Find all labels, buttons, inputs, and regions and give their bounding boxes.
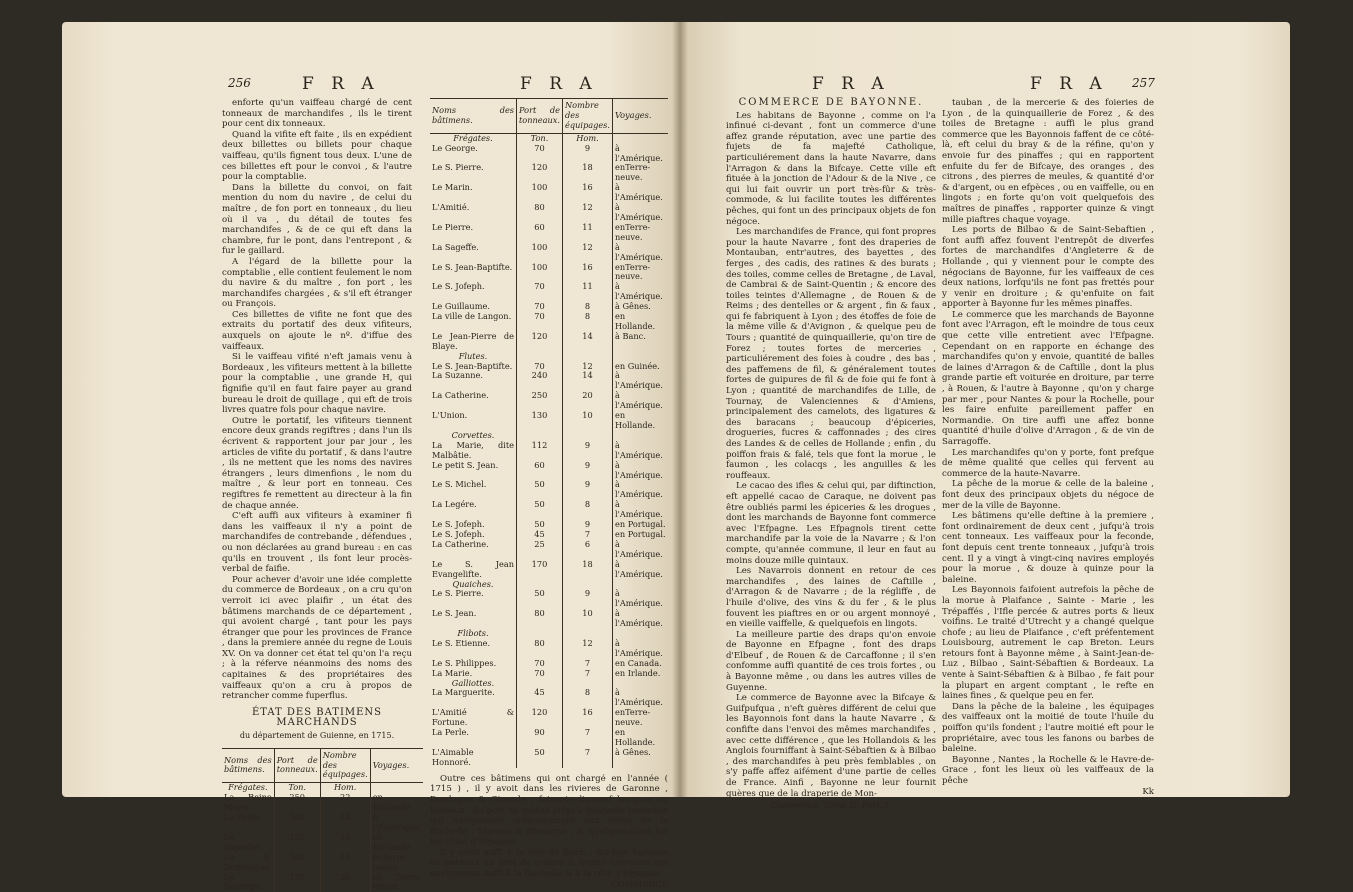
ships-table-small xyxy=(222,748,423,892)
running-head: F R A xyxy=(302,74,380,94)
voyage: en Irlande. xyxy=(612,669,668,679)
voyage: enTerre-neuve. xyxy=(612,163,668,183)
ship-name: Le S. Jofeph. xyxy=(430,282,517,302)
ship-name: Le S. Jofeph. xyxy=(430,530,517,540)
col-header: Noms des bâtimens. xyxy=(430,99,517,134)
voyage: à l'Amérique. xyxy=(612,639,668,659)
ship-name: La Sageffe. xyxy=(430,243,517,263)
voyage: en Portugal. xyxy=(612,520,668,530)
running-head: F R A xyxy=(1030,74,1108,94)
signature-line: Commerce. Tome II. Part. I. xyxy=(726,801,936,812)
book-gutter xyxy=(672,22,688,797)
page-number: 256 xyxy=(228,76,251,90)
voyage: à l'Amérique. xyxy=(612,461,668,481)
voyage: à l'Amérique. xyxy=(612,480,668,500)
voyage: enTerre-neuve. xyxy=(612,263,668,283)
tonnage: 45 xyxy=(517,530,563,540)
tonnage: 50 xyxy=(517,748,563,768)
tonnage: 250 xyxy=(517,391,563,411)
table-row xyxy=(430,263,668,283)
col-header: Port de tonneaux. xyxy=(274,748,320,783)
paragraph: Les marchandifes de France, qui font propres pour la haute Navarre , font des draperies de Montauban, entr'autres, des bayettes , des ferges , des cadis, des ratines & des burats ; des toiles, comme celles de Bretagne , de Laval, de Cambrai & de Saint-Quentin ; & encore des toiles teintes d'Allemagne , de Rouen & de Reims ; des dentelles or & argent , fin & faux , qui fe fabriquent à Lyon ; des étoffes de foie de la même ville & d'Avignon , & quelque peu de Tours ; quantité de quinquaillerie, qu'on tire de Forez ; toutes fortes de merceries , particuliérement des foies à coudre , des bas , des paffemens de fil, & généralement toutes fortes de guipures de fil & de foie qui fe font à Lyon ; quantité de marchandifes de Lille, de Tournay, de Valenciennes & d'Amiens, principalement des camelots, des ligatures & des baracans ; beaucoup d'épiceries, drogueries, fucres & caffonnades ; des cires des Landes & de celles de Hollande ; enfin , du poiffon frais & falé, tels que font la morue , le faumon , les colacqs , les anguilles & les rouffeaux. xyxy=(726,227,936,481)
tonnage: 250 xyxy=(274,793,320,813)
table-row xyxy=(430,500,668,520)
voyage: à l'Amérique. xyxy=(612,441,668,461)
tonnage: 50 xyxy=(517,520,563,530)
tonnage: 45 xyxy=(517,688,563,708)
text-column-right xyxy=(942,98,1154,797)
ship-name: L'Union. xyxy=(430,411,517,431)
ship-name: La Suzanne. xyxy=(430,371,517,391)
ship-name: Le S. Jean. xyxy=(430,609,517,629)
crew: 8 xyxy=(562,302,612,312)
section-heading: COMMERCE DE BAYONNE. xyxy=(726,98,936,109)
paragraph: La pêche de la morue & celle de la baleine , font deux des principaux objets du négoce de mer de la ville de Bayonne. xyxy=(942,479,1154,511)
category-label: Frégates. xyxy=(430,133,517,143)
crew: 10 xyxy=(320,833,370,853)
ship-name: Le petit S. Jean. xyxy=(430,461,517,481)
voyage: en Hollande. xyxy=(612,411,668,431)
voyage: à l'Amérique. xyxy=(612,144,668,164)
tonnage: 100 xyxy=(274,813,320,833)
running-head: F R A xyxy=(812,74,890,94)
category-label: Quaiches. xyxy=(430,580,517,590)
ship-name: Le S. Jofeph. xyxy=(430,520,517,530)
ship-name: Le S. Jean-Baptifte. xyxy=(430,263,517,283)
ship-name: Le George. xyxy=(430,144,517,164)
crew: 9 xyxy=(562,589,612,609)
crew: 7 xyxy=(562,748,612,768)
voyage: en Guinée. xyxy=(612,362,668,372)
voyage: à l'Amérique. xyxy=(612,688,668,708)
crew: 8 xyxy=(562,500,612,520)
crew: 14 xyxy=(562,332,612,352)
text-column-left xyxy=(222,98,412,892)
table-row xyxy=(430,748,668,768)
table-cell xyxy=(612,431,668,441)
paragraph: Le commerce que les marchands de Bayonne font avec l'Arragon, eft le moindre de tous ceux que cette ville entretient avec l'Efpagne. Cependant on en rapporte en échange des marchandifes qu'on y envoie, quantité de balles de laines d'Arragon & de Caftille , dont la plus grande partie eft voiturée en droiture, par terre , à Rouen, & l'autre à Bayonne , qu'on y charge par mer , pour Nantes & pour la Rochelle, pour les faire enfuite pareillement paffer en Normandie. On tire auffi une affez bonne quantité d'huile d'olive d'Arragon , & de vin de Sarragoffe. xyxy=(942,310,1154,448)
table-row xyxy=(430,589,668,609)
crew: 20 xyxy=(562,391,612,411)
crew: 14 xyxy=(320,813,370,833)
tonnage: 70 xyxy=(517,659,563,669)
tonnage: 80 xyxy=(517,203,563,223)
paragraph: Outre ces bâtimens qui ont chargé en l'année ( 1715 ) , il y avoit dans les rivieres de Garonne , Dordogne & Gironde , foixante-dix-neuf barques ou bateaux , du port de quinze jufqu'à quarante tonneaux qui navigeoient ordinairement aux côtes de la Rochelle , Marans & Bretagne , & quelques-unes fur les côtes d'Efpagne. xyxy=(430,774,668,848)
tonnage: 130 xyxy=(274,873,320,892)
crew: 12 xyxy=(562,243,612,263)
signature-mark: Kk xyxy=(942,787,1154,798)
tonnage: 25 xyxy=(517,540,563,560)
tonnage: 70 xyxy=(517,312,563,332)
crew: 12 xyxy=(562,203,612,223)
tonnage: 100 xyxy=(517,243,563,263)
ship-name: La Catherine. xyxy=(430,540,517,560)
col-header: Nombre des équipages. xyxy=(320,748,370,783)
voyage: à l'Amérique. xyxy=(612,391,668,411)
ship-name: Le Pierre. xyxy=(430,223,517,243)
table-row xyxy=(430,243,668,263)
tonnage: 80 xyxy=(517,609,563,629)
category-label: Flibots. xyxy=(430,629,517,639)
voyage: enTerre-neuve. xyxy=(370,853,422,873)
crew: 7 xyxy=(562,728,612,748)
col-header: Nombre des équipages. xyxy=(562,99,612,134)
paragraph: Ces billettes de vifite ne font que des extraits du portatif des deux vifiteurs, auxquels on ajoute le nº. d'iffue des vaiffeaux. xyxy=(222,310,412,352)
paragraph: Pour achever d'avoir une idée complette du commerce de Bordeaux , on a cru qu'on verroit ici avec plaifir , un état des bâtimens marchands de ce département , qui avoient chargé , tant pour les pays étranger que pour les provinces de France , dans la premiere année du regne de Louis XV. On va donner cet état tel qu'on l'a reçu ; à la réferve néanmoins des noms des capitaines & des propriétaires des vaiffeaux qu'on a cru à propos de retrancher comme fuperflus. xyxy=(222,575,412,702)
crew: 9 xyxy=(562,480,612,500)
crew: 11 xyxy=(562,223,612,243)
ship-name: Le Guillaume. xyxy=(430,302,517,312)
table-row xyxy=(430,332,668,352)
tonnage: 50 xyxy=(517,500,563,520)
crew: 22 xyxy=(320,793,370,813)
paragraph: enforte qu'un vaiffeau chargé de cent tonneaux de marchandifes , ils le tirent pour cent dix tonneaux. xyxy=(222,98,412,130)
table-row xyxy=(222,833,423,853)
voyage: à l'Amérique. xyxy=(612,371,668,391)
tonnage: 120 xyxy=(517,163,563,183)
table-cell xyxy=(612,580,668,590)
voyage: enTerre-neuve. xyxy=(612,708,668,728)
table-row xyxy=(430,144,668,164)
tonnage: 170 xyxy=(517,560,563,580)
ship-name: Le S. Philippes. xyxy=(430,659,517,669)
paragraph: Le cacao des ifles & celui qui, par diftinction, eft appellé cacao de Caraque, ne doivent pas être oubliés parmi les épiceries & les drogues , dont les marchands de Bayonne font commerce avec l'Efpagne. Les Efpagnols tirent cette marchandife par la voie de la Navarre ; & l'on compte, qu'année commune, il leur en faut au moins douze mille quintaux. xyxy=(726,481,936,566)
voyage: en Hollande. xyxy=(370,833,422,853)
paragraph: Les bâtimens qu'elle deftine à la premiere , font ordinairement de deux cent , jufqu'à trois cent tonneaux. Les vaiffeaux pour la feconde, font depuis cent trente tonneaux , jufqu'à trois cent. Il y a vingt à vingt-cinq navires employés pour la morue , & douze à quinze pour la baleine. xyxy=(942,511,1154,585)
crew: 18 xyxy=(562,163,612,183)
ship-name: La Perle. xyxy=(222,813,274,833)
col-header: Voyages. xyxy=(612,99,668,134)
tonnage: 60 xyxy=(517,223,563,243)
paragraph: tauban , de la mercerie & des foieries de Lyon , de la quinquaillerie de Forez , & des toiles de Bretagne : auffi le plus grand commerce que les Bayonnois faffent de ce côté-là, eft celui du bray & de la réfine, qu'on y envoie fur des pinaffes ; qui en rapportent enfuite du fer de Bifcaye, des oranges , des citrons , des pierres de meules, & quantité d'or & d'argent, ou en efpèces , ou en vaiffelle, ou en lingots ; en forte qu'on voit quelquefois des maîtres de pinaffes , rapporter quinze & vingt mille piaftres chaque voyage. xyxy=(942,98,1154,225)
voyage: à l'Amérique. xyxy=(612,500,668,520)
crew: 7 xyxy=(562,659,612,669)
right-page xyxy=(680,22,1290,797)
unit-label: Ton. xyxy=(517,133,563,143)
ship-name: La Marie, dite Malbâtie. xyxy=(430,441,517,461)
table-row xyxy=(430,688,668,708)
paragraph: C'eft auffi aux vifiteurs à examiner fi dans les vaiffeaux il n'y a point de marchandifes de contrebande , défendues , ou non déclarées au grand bureau : en cas qu'ils en trouvent , ils font leur procès-verbal de faifie. xyxy=(222,511,412,575)
paragraph: Dans la billette du convoi, on fait mention du nom du navire , de celui du maître , de fon port en tonneaux , du lieu où il va , du détail de toutes fes marchandifes , & de ce qui eft dans la chambre, fur le pont, dans l'entrepont , & fur le gaillard. xyxy=(222,183,412,257)
voyage: à l'Amérique. xyxy=(612,203,668,223)
voyage: en Hollande. xyxy=(370,793,422,813)
table-row xyxy=(222,873,423,892)
crew: 16 xyxy=(562,708,612,728)
tonnage: 120 xyxy=(517,708,563,728)
ship-name: La Catherine. xyxy=(430,391,517,411)
voyage: à l'Amérique. xyxy=(612,540,668,560)
crew: 16 xyxy=(562,263,612,283)
paragraph: Outre le portatif, les vifiteurs tiennent encore deux grands regiftres ; dans l'un ils écrivent & rapportent jour par jour , les articles de vifite du portatif , & dans l'autre , ils ne mettent que les noms des navires étrangers , leurs dimenfions , le nom du maître , & leur port en tonneau. Ces regiftres fe remettent au directeur à la fin de chaque année. xyxy=(222,416,412,511)
voyage: en Canada. xyxy=(612,659,668,669)
running-head: F R A xyxy=(520,74,598,94)
paragraph: Les habitans de Bayonne , comme on l'a infinué ci-devant , font un commerce d'une affez grande réputation, avec une partie des fujets de fa majefté Catholique, particuliérement dans la haute Navarre, dans l'Arragon & dans la Bifcaye. Cette ville eft fituée à la jonction de l'Adour & de la Nive , ce qui lui fait ouvrir un port très-fûr & très-commode, & lui facilite toutes les différentes pêches, qui font un des principaux objets de fon négoce. xyxy=(726,111,936,228)
crew: 8 xyxy=(562,312,612,332)
crew: 7 xyxy=(562,530,612,540)
state-subheading: du département de Guienne, en 1715. xyxy=(222,731,412,742)
ship-name: Le S. Jean-Baptifte. xyxy=(430,362,517,372)
ship-name: Le S. Dominique. xyxy=(222,853,274,873)
voyage: en Hollande. xyxy=(612,728,668,748)
tonnage: 70 xyxy=(517,669,563,679)
tonnage: 120 xyxy=(517,332,563,352)
crew: 10 xyxy=(562,411,612,431)
ship-name: La ville de Langon. xyxy=(430,312,517,332)
table-row xyxy=(430,461,668,481)
ship-name: La Perle. xyxy=(430,728,517,748)
tonnage: 150 xyxy=(274,833,320,853)
crew: 9 xyxy=(562,441,612,461)
table-row xyxy=(430,728,668,748)
unit-label: Hom. xyxy=(320,783,370,793)
paragraph: Les Navarrois donnent en retour de ces marchandifes , des laines de Caftille , d'Arragon & de Navarre ; de la régliffe , de l'huile d'olive, des vins & du fer , & le plus fouvent les piaftres en or ou argent monnoyé , en vieille vaiffelle, & quelquefois en lingots. xyxy=(726,566,936,630)
voyage: à l'Amérique. xyxy=(612,609,668,629)
table-row xyxy=(430,560,668,580)
ship-name: Le Marin. xyxy=(430,183,517,203)
crew: 6 xyxy=(562,540,612,560)
ship-name: Le S. Pierre. xyxy=(430,589,517,609)
table-row xyxy=(430,203,668,223)
table-row xyxy=(430,609,668,629)
voyage: à Gênes. xyxy=(612,302,668,312)
tonnage: 70 xyxy=(517,282,563,302)
ship-name: L'Aimable Honnoré. xyxy=(430,748,517,768)
crew: 9 xyxy=(562,144,612,164)
voyage: à l'Amérique. xyxy=(612,282,668,302)
crew: 30 xyxy=(320,873,370,892)
table-cell xyxy=(612,133,668,143)
state-heading: ÉTAT DES BATIMENS MARCHANDS xyxy=(222,708,412,729)
table-row xyxy=(430,163,668,183)
col-header: Port de tonneaux. xyxy=(517,99,563,134)
paragraph: Quand la vifite eft faite , ils en expédient deux billettes ou billets pour chaque vaiffeau, qu'ils fignent tous deux. L'une de ces billettes eft pour le convoi , & l'autre pour la comptablie. xyxy=(222,130,412,183)
unit-label: Ton. xyxy=(274,783,320,793)
tonnage: 70 xyxy=(517,144,563,164)
table-row xyxy=(430,441,668,461)
tonnage: 50 xyxy=(517,589,563,609)
tonnage: 70 xyxy=(517,302,563,312)
ship-name: Le S. Michel. xyxy=(430,480,517,500)
paragraph: Bayonne , Nantes , la Rochelle & le Havre-de-Grace , font les lieux où les vaiffeaux de la pêche xyxy=(942,755,1154,787)
text-column-left xyxy=(726,98,936,812)
table-row xyxy=(430,183,668,203)
table-row xyxy=(430,223,668,243)
ship-name: Le Jean-Pierre de Blaye. xyxy=(430,332,517,352)
table-row xyxy=(430,312,668,332)
tonnage: 100 xyxy=(517,183,563,203)
table-row xyxy=(430,391,668,411)
table-row xyxy=(430,708,668,728)
unit-label: Hom. xyxy=(562,133,612,143)
category-label: Flutes. xyxy=(430,352,517,362)
table-cell xyxy=(612,679,668,689)
tonnage: 70 xyxy=(517,362,563,372)
voyage: à l'Amérique. xyxy=(612,560,668,580)
catchword: COMMERCE xyxy=(430,880,668,891)
ship-name: L'Amitié. xyxy=(430,203,517,223)
ship-name: La Marguerite. xyxy=(430,688,517,708)
table-row xyxy=(430,411,668,431)
ship-name: L'Amitié & Fortune. xyxy=(430,708,517,728)
crew: 10 xyxy=(562,609,612,629)
ship-name: Le Superbe. xyxy=(222,833,274,853)
tonnage: 240 xyxy=(517,371,563,391)
tonnage: 100 xyxy=(517,263,563,283)
ship-name: Le Sauvage. xyxy=(222,873,274,892)
category-label: Frégates. xyxy=(222,783,274,793)
table-row xyxy=(430,540,668,560)
voyage: en Terre-neuve. xyxy=(370,873,422,892)
voyage: à l'Amérique. xyxy=(612,183,668,203)
ships-table xyxy=(430,98,668,768)
tonnage: 50 xyxy=(517,480,563,500)
crew: 9 xyxy=(562,520,612,530)
ship-name: Le S. Pierre. xyxy=(430,163,517,183)
voyage: à l'Amérique. xyxy=(612,589,668,609)
table-row xyxy=(430,480,668,500)
voyage: à l'Amérique, xyxy=(370,813,422,833)
voyage: à Banc. xyxy=(612,332,668,352)
tonnage: 90 xyxy=(517,728,563,748)
crew: 12 xyxy=(562,362,612,372)
table-cell xyxy=(612,629,668,639)
table-row xyxy=(222,813,423,833)
tonnage: 100 xyxy=(274,853,320,873)
crew: 12 xyxy=(562,639,612,659)
voyage: enTerre-neuve. xyxy=(612,223,668,243)
paragraph: A l'égard de la billette pour la comptablie , elle contient feulement le nom du navire & du maître , fon port , les marchandifes chargées , & s'il eft étranger ou François. xyxy=(222,257,412,310)
tonnage: 80 xyxy=(517,639,563,659)
paragraph: Il y avoit auffi à la tête de Buch , dix-fept barques ou bateaux du port de quinze & trente tonneaux qui navigeoient auffi à la Rochelle & à la côte d'Efpagne. xyxy=(430,848,668,880)
ship-name: Le S. Etienne. xyxy=(430,639,517,659)
paragraph: Si le vaiffeau vifité n'eft jamais venu à Bordeaux , les vifiteurs mettent à la billette pour la comptablie , une grande H, qui fignifie qu'il en faut faire payer au grand bureau le droit de quillage , qui eft de trois livres quatre fols pour chaque navire. xyxy=(222,352,412,416)
voyage: à Gênes. xyxy=(612,748,668,768)
table-row xyxy=(222,853,423,873)
crew: 11 xyxy=(562,282,612,302)
voyage: en Hollande. xyxy=(612,312,668,332)
crew: 11 xyxy=(320,853,370,873)
paragraph: Le commerce de Bayonne avec la Bifcaye & Guifpufqua , n'eft guères différent de celui que les Bayonnois font dans la haute Navarre , & confifte dans l'envoi des mêmes marchandifes , avec cette différence , que les Hollandois & les Anglois fourniffant à Saint-Sébaftien & à Bilbao , des marchandifes à peu près femblables , on s'y paffe affez aifément d'une partie de celles de France. Ainfi , Bayonne ne leur fournit guères que de la draperie de Mon- xyxy=(726,693,936,799)
table-row xyxy=(222,793,423,813)
paragraph: Les ports de Bilbao & de Saint-Sebaftien , font auffi affez fouvent l'entrepôt de diverfes fortes de marchandifes d'Angleterre & de Hollande , qui y viennent pour le compte des négocians de Bayonne, fur les vaiffeaux de ces deux nations, lorfqu'ils ne font pas frettés pour y venir en droiture ; & qu'enfuite on fait apporter à Bayonne fur les mêmes pinaffes. xyxy=(942,225,1154,310)
table-row xyxy=(430,371,668,391)
crew: 9 xyxy=(562,461,612,481)
voyage: à l'Amérique. xyxy=(612,243,668,263)
paragraph: Les Bayonnois faifoient autrefois la pêche de la morue à Plaifance , Sainte - Marie , les Trépaffés , l'Ifle percée & autres ports & lieux voifins. Le traité d'Utrecht y a changé quelque chofe ; au lieu de Plaifance , c'eft préfentement Louisbourg, autrement le cap Breton. Leurs retours font à Bayonne même , à Saint-Jean-de-Luz , Bilbao , Saint-Sébaftien & Bordeaux. La vente à Saint-Sébaftien & à Bilbao , fe fait pour la plupart en argent comptant , le refte en laines fines , & quelque peu en fer. xyxy=(942,585,1154,702)
crew: 16 xyxy=(562,183,612,203)
paragraph: Dans la pêche de la baleine , les équipages des vaiffeaux ont la moitié de toute l'huile du poiffon qu'ils fondent ; l'autre moitié eft pour le propriétaire, avec tous les fanons ou barbes de baleine. xyxy=(942,702,1154,755)
text-column-right xyxy=(430,98,668,890)
crew: 8 xyxy=(562,688,612,708)
ship-name: Le S. Jean Evangelifte. xyxy=(430,560,517,580)
ship-name: La Marie. xyxy=(430,669,517,679)
category-label: Galliottes. xyxy=(430,679,517,689)
paragraph: La meilleure partie des draps qu'on envoie de Bayonne en Efpagne , font des draps d'Elbeuf , de Rouen & de Carcaffonne ; il s'en confomme auffi quantité de ces trois fortes , ou à Bayonne même , ou dans les autres villes de Guyenne. xyxy=(726,630,936,694)
col-header: Noms des bâtimens. xyxy=(222,748,274,783)
category-label: Corvettes. xyxy=(430,431,517,441)
table-row xyxy=(430,639,668,659)
crew: 14 xyxy=(562,371,612,391)
page-number: 257 xyxy=(1132,76,1155,90)
crew: 18 xyxy=(562,560,612,580)
col-header: Voyages. xyxy=(370,748,422,783)
tonnage: 60 xyxy=(517,461,563,481)
table-row xyxy=(430,282,668,302)
left-page xyxy=(62,22,680,797)
paragraph: Les marchandifes qu'on y porte, font prefque de même qualité que celles qui fervent au commerce de la haute-Navarre. xyxy=(942,448,1154,480)
ship-name: La Legére. xyxy=(430,500,517,520)
crew: 7 xyxy=(562,669,612,679)
tonnage: 130 xyxy=(517,411,563,431)
voyage: en Portugal. xyxy=(612,530,668,540)
ship-name: La Reine Marie. xyxy=(222,793,274,813)
tonnage: 112 xyxy=(517,441,563,461)
